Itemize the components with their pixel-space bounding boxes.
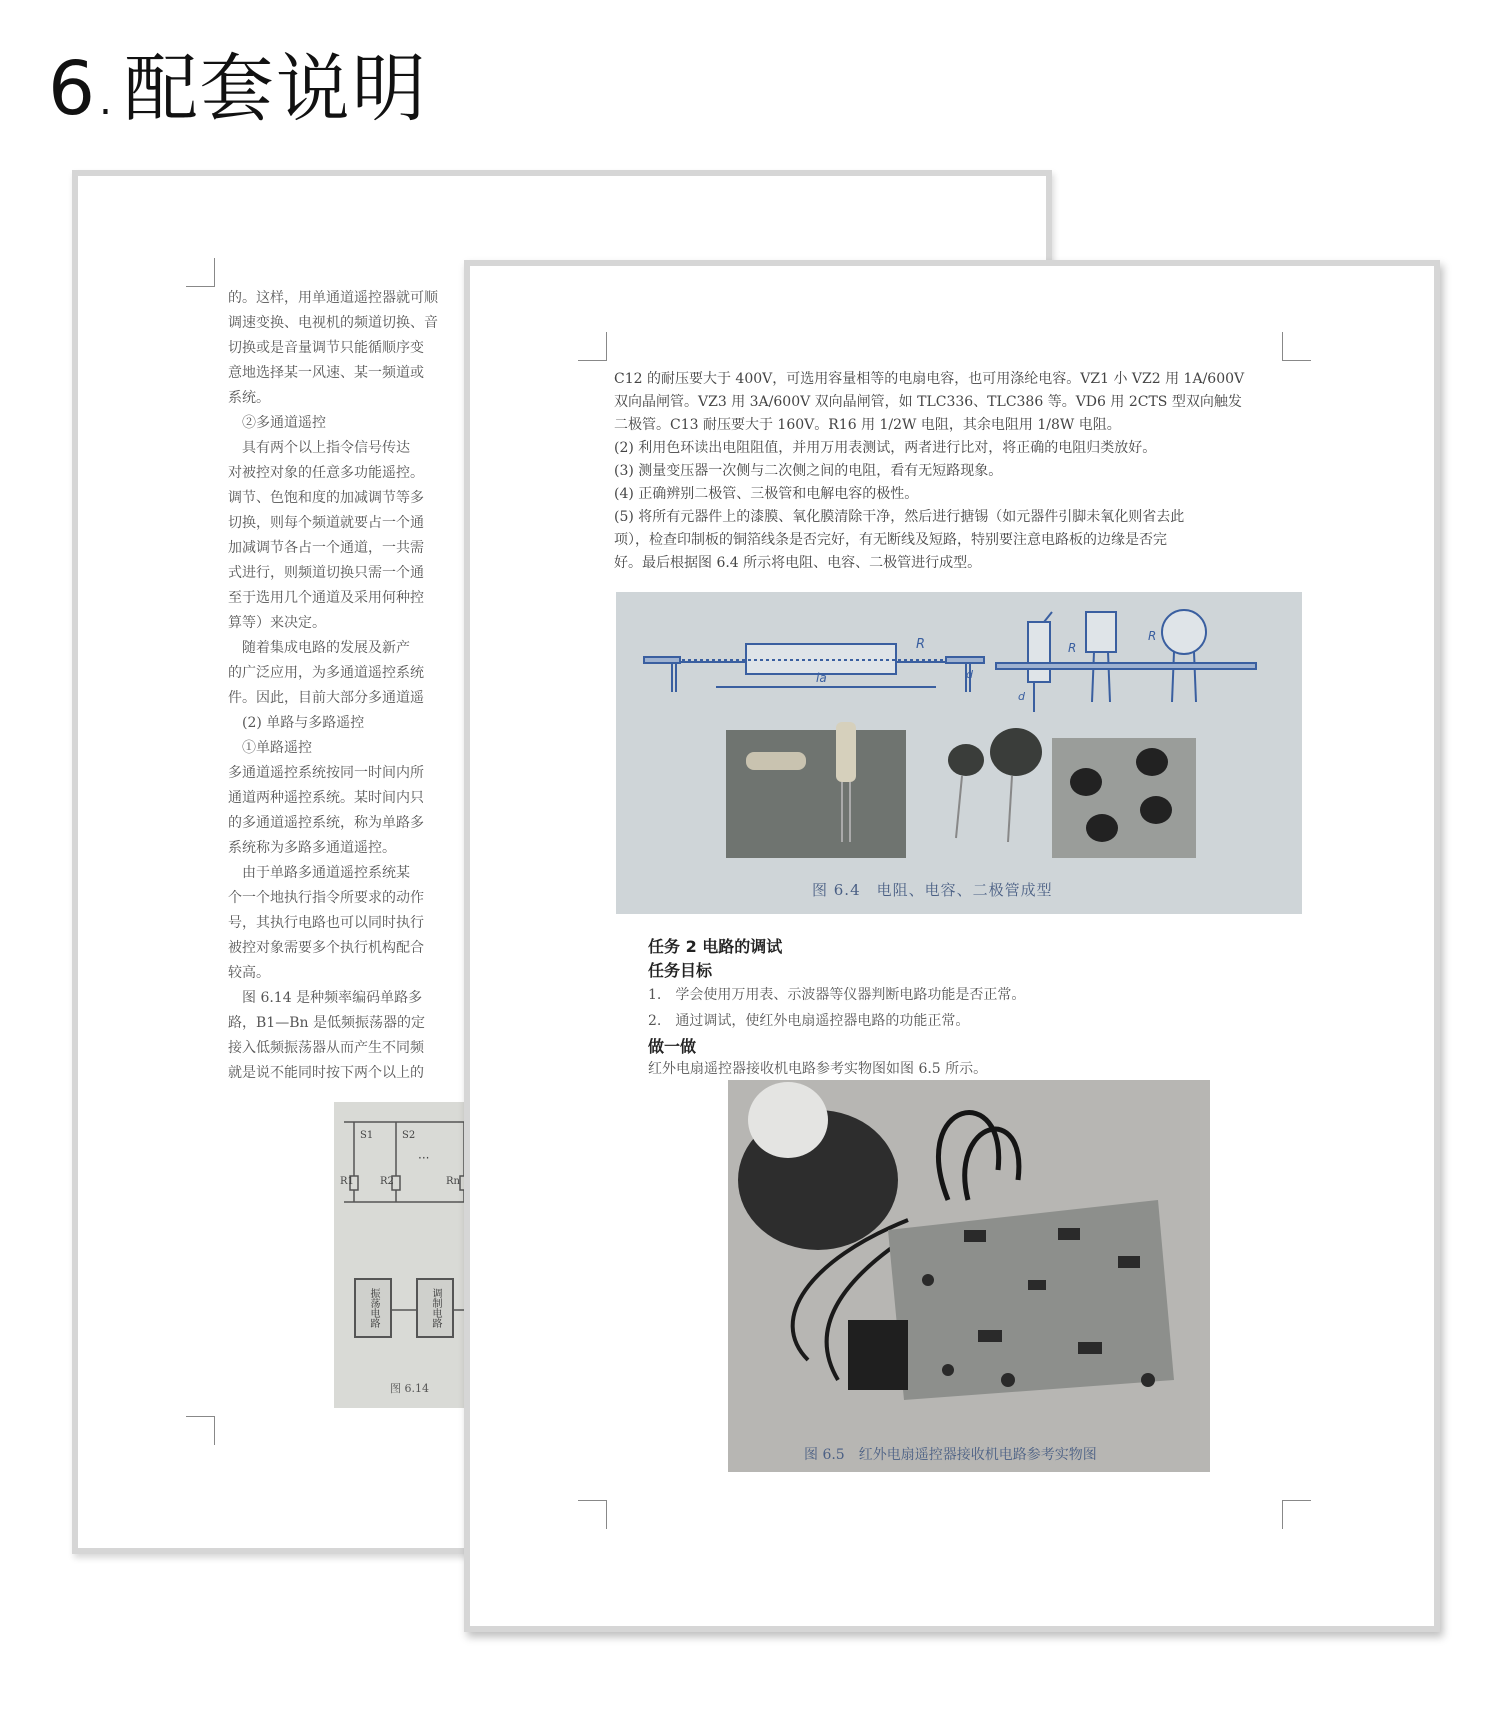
text-line: 切换或是音量调节只能循顺序变 (228, 340, 424, 356)
text-line: 好。最后根据图 6.4 所示将电阻、电容、二极管进行成型。 (614, 555, 982, 571)
text-line: ②多通道遥控 (228, 415, 326, 431)
text-line: ①单路遥控 (228, 740, 312, 756)
text-line: 图 6.14 是种频率编码单路多 (228, 990, 423, 1006)
text-line: (4) 正确辨别二极管、三极管和电解电容的极性。 (614, 486, 919, 502)
text-line: 接入低频振荡器从而产生不同频 (228, 1040, 424, 1056)
resistor-label: R2 (380, 1176, 394, 1187)
text-line: 通道两种遥控系统。某时间内只 (228, 790, 424, 806)
task-title: 任务 2 电路的调试 (648, 937, 783, 956)
component-forming-diagram (616, 592, 1302, 914)
oscillator-box: 振荡电路 (354, 1278, 392, 1338)
figure-caption: 图 6.14 (390, 1382, 429, 1395)
text-line: 具有两个以上指令信号传达 (228, 440, 410, 456)
back-page-text (228, 286, 488, 1086)
crop-mark (186, 1416, 215, 1445)
figure-caption: 图 6.4 电阻、电容、二极管成型 (812, 881, 1053, 899)
label-la: la (816, 671, 827, 685)
crop-mark (1282, 1500, 1311, 1529)
page-heading (48, 30, 428, 136)
figure-caption: 图 6.5 红外电扇遥控器接收机电路参考实物图 (804, 1447, 1097, 1463)
text-line: 多通道遥控系统按同一时间内所 (228, 765, 424, 781)
text-line: 件。因此，目前大部分多通道遥 (228, 690, 424, 706)
text-line: (2) 利用色环读出电阻阻值，并用万用表测试，两者进行比对，将正确的电阻归类放好。 (614, 440, 1157, 456)
text-line: 个一个地执行指令所要求的动作 (228, 890, 424, 906)
text-line: 的广泛应用，为多通道遥控系统 (228, 665, 424, 681)
text-line: 较高。 (228, 965, 270, 981)
label-d: d (1018, 690, 1025, 703)
circuit-board-photo (728, 1080, 1210, 1472)
modulator-box: 调制电路 (416, 1278, 454, 1338)
text-line: 调节、色饱和度的加减调节等多 (228, 490, 424, 506)
heading-number: 6 (48, 46, 98, 132)
switch-label: S2 (402, 1130, 416, 1141)
heading-dot: . (99, 78, 114, 124)
text-line: 号，其执行电路也可以同时执行 (228, 915, 424, 931)
crop-mark (578, 1500, 607, 1529)
heading-title: 配套说明 (123, 46, 428, 132)
crop-mark (186, 258, 215, 287)
text-line: 由于单路多通道遥控系统某 (228, 865, 410, 881)
crop-mark (1282, 332, 1311, 361)
ellipsis: ··· (418, 1151, 430, 1165)
document-page-front (464, 260, 1440, 1632)
label-r: R (916, 637, 926, 652)
figure-6-4 (616, 592, 1302, 914)
text-line: 的多通道遥控系统，称为单路多 (228, 815, 424, 831)
text-line: (2) 单路与多路遥控 (228, 715, 365, 731)
task-goal-title: 任务目标 (648, 961, 713, 980)
text-line: 随着集成电路的发展及新产 (228, 640, 410, 656)
crop-mark (578, 332, 607, 361)
goal-item: 1. 学会使用万用表、示波器等仪器判断电路功能是否正常。 (648, 987, 1026, 1003)
text-line: 路，B1—Bn 是低频振荡器的定 (228, 1015, 425, 1031)
front-page-text (614, 368, 1294, 575)
text-line: C12 的耐压要大于 400V，可选用容量相等的电扇电容，也可用涤纶电容。VZ1 小 VZ2 用 1A/600V (614, 371, 1245, 387)
figure-6-5 (728, 1080, 1210, 1472)
label-r: R (1148, 629, 1157, 643)
label-d: d (966, 668, 973, 681)
text-line: 的。这样，用单通道遥控器就可顺 (228, 290, 438, 306)
text-line: (3) 测量变压器一次侧与二次侧之间的电阻，看有无短路现象。 (614, 463, 1003, 479)
text-line: 切换，则每个频道就要占一个通 (228, 515, 424, 531)
text-line: 二极管。C13 耐压要大于 160V。R16 用 1/2W 电阻，其余电阻用 1/8W 电阻。 (614, 417, 1121, 433)
switch-label: S1 (360, 1130, 374, 1141)
text-line: 就是说不能同时按下两个以上的 (228, 1065, 424, 1081)
text-line: 对被控对象的任意多功能遥控。 (228, 465, 424, 481)
text-line: 系统称为多路多通道遥控。 (228, 840, 396, 856)
text-line: 被控对象需要多个执行机构配合 (228, 940, 424, 956)
do-title: 做一做 (648, 1037, 697, 1056)
text-line: 算等）来决定。 (228, 615, 326, 631)
resistor-label: Rn (446, 1176, 460, 1187)
text-line: 项），检查印制板的铜箔线条是否完好，有无断线及短路，特别要注意电路板的边缘是否完 (614, 532, 1167, 548)
text-line: (5) 将所有元器件上的漆膜、氧化膜清除干净，然后进行搪锡（如元器件引脚未氧化则省去此 (614, 509, 1185, 525)
text-line: 意地选择某一风速、某一频道或 (228, 365, 424, 381)
goal-item: 2. 通过调试，使红外电扇遥控器电路的功能正常。 (648, 1013, 970, 1029)
resistor-label: R1 (340, 1176, 354, 1187)
text-line: 至于选用几个通道及采用何种控 (228, 590, 424, 606)
label-r: R (1068, 641, 1077, 655)
text-line: 加减调节各占一个通道，一共需 (228, 540, 424, 556)
text-line: 式进行，则频道切换只需一个通 (228, 565, 424, 581)
text-line: 系统。 (228, 390, 270, 406)
do-text: 红外电扇遥控器接收机电路参考实物图如图 6.5 所示。 (648, 1061, 988, 1077)
text-line: 调速变换、电视机的频道切换、音 (228, 315, 438, 331)
text-line: 双向晶闸管。VZ3 用 3A/600V 双向晶闸管，如 TLC336、TLC386 等。VD6 用 2CTS 型双向触发 (614, 394, 1242, 410)
